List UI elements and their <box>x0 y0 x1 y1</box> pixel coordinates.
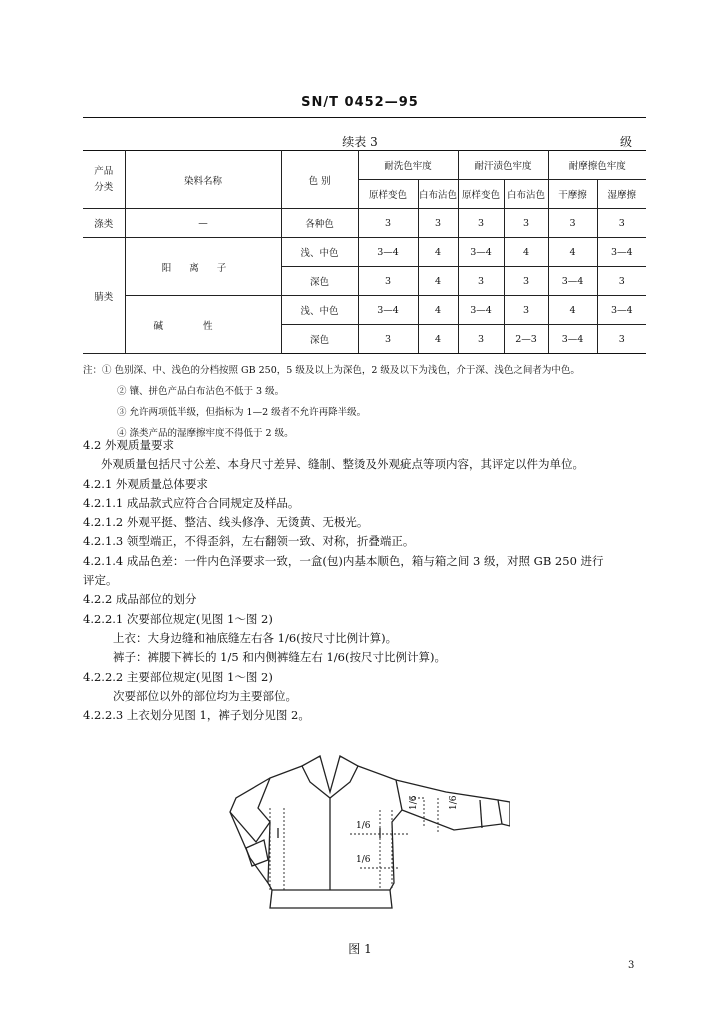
cell-value: 3 <box>358 209 418 238</box>
cell-color: 浅、中色 <box>281 296 358 325</box>
cell-color: 浅、中色 <box>281 238 358 267</box>
header-rule <box>83 117 646 118</box>
cell-value: 3—4 <box>358 296 418 325</box>
header-color: 色 别 <box>281 151 358 209</box>
clause: 4.2.2.3 上衣划分见图 1，裤子划分见图 2。 <box>83 708 310 723</box>
cell-color: 各种色 <box>281 209 358 238</box>
cell-value: 3 <box>358 267 418 296</box>
note-3: ③ 允许两项低半级，但指标为 1—2 级者不允许再降半级。 <box>117 407 367 418</box>
cell-dye: 阳离子 <box>125 238 281 296</box>
clause: 4.2.1.3 领型端正，不得歪斜，左右翻领一致、对称，折叠端正。 <box>83 534 415 549</box>
fraction-label: 1/6 <box>356 855 371 865</box>
cell-value: 3—4 <box>597 238 646 267</box>
right-cuff-line <box>480 800 482 828</box>
cell-value: 2—3 <box>504 325 548 354</box>
cell-category: 腈类 <box>83 238 125 354</box>
header-orig-change-2: 原样变色 <box>458 180 504 209</box>
paragraph: 外观质量包括尺寸公差、本身尺寸差异、缝制、整烫及外观疵点等项内容，其评定以件为单位。 <box>101 457 584 472</box>
body-text <box>83 436 648 725</box>
cell-value: 3 <box>504 267 548 296</box>
paragraph: 上衣：大身边缝和袖底缝左右各 1/6(按尺寸比例计算)。 <box>113 630 398 645</box>
cell-value: 3—4 <box>358 238 418 267</box>
header-rub: 耐摩擦色牢度 <box>548 151 646 180</box>
page-number: 3 <box>628 960 635 971</box>
note-2: ② 镶、拼色产品白布沾色不低于 3 级。 <box>117 386 285 397</box>
cell-value: 3 <box>504 296 548 325</box>
paragraph: 裤子：裤腰下裤长的 1/5 和内侧裤缝左右 1/6(按尺寸比例计算)。 <box>113 650 446 665</box>
standard-number: SN/T 0452—95 <box>301 95 419 110</box>
cell-value: 4 <box>418 238 458 267</box>
note-4: ④ 涤类产品的湿摩擦牢度不得低于 2 级。 <box>117 428 294 439</box>
header-dry-rub: 干摩擦 <box>548 180 597 209</box>
cell-value: 3 <box>418 209 458 238</box>
side-seam-zone-right <box>380 810 392 890</box>
figure-caption: 图 1 <box>348 942 372 956</box>
table-notes <box>83 360 663 444</box>
clause: 4.2.1.2 外观平挺、整洁、线头修净、无烫黄、无极光。 <box>83 515 369 530</box>
cell-category: 涤类 <box>83 209 125 238</box>
cell-value: 3—4 <box>458 238 504 267</box>
cell-value: 3—4 <box>548 325 597 354</box>
cell-value: 3 <box>458 267 504 296</box>
left-cuff <box>246 840 268 866</box>
cell-value: 3 <box>458 209 504 238</box>
color-fastness-table <box>83 150 646 354</box>
cell-value: 4 <box>418 267 458 296</box>
header-white-stain-2: 白布沾色 <box>504 180 548 209</box>
cell-value: 3 <box>548 209 597 238</box>
table-row <box>83 209 646 238</box>
section-heading: 4.2.2 成品部位的划分 <box>83 592 197 607</box>
fraction-label: 1/6 <box>356 821 371 831</box>
header-dye-name: 染料名称 <box>125 151 281 209</box>
cell-value: 3 <box>504 209 548 238</box>
header-category: 产品 分类 <box>83 151 125 209</box>
note-1: 注：① 色别深、中、浅色的分档按照 GB 250，5 级及以上为深色，2 级及以下为浅色，介于深、浅色之间者为中色。 <box>83 365 580 376</box>
clause: 4.2.2.1 次要部位规定(见图 1～图 2) <box>83 611 273 626</box>
cell-value: 3—4 <box>458 296 504 325</box>
cell-dye: — <box>125 209 281 238</box>
header-wet-rub: 湿摩擦 <box>597 180 646 209</box>
cell-value: 4 <box>418 296 458 325</box>
header-wash: 耐洗色牢度 <box>358 151 458 180</box>
fraction-label: 1/6 <box>409 795 419 810</box>
header-sweat: 耐汗渍色牢度 <box>458 151 548 180</box>
table-row <box>83 238 646 267</box>
section-heading: 4.2 外观质量要求 <box>83 438 174 452</box>
hem-band <box>270 890 392 908</box>
jacket-diagram <box>210 748 510 928</box>
cell-value: 3 <box>597 209 646 238</box>
cell-value: 4 <box>548 296 597 325</box>
section-heading: 4.2.1 外观质量总体要求 <box>83 476 208 491</box>
cell-color: 深色 <box>281 325 358 354</box>
cell-value: 4 <box>548 238 597 267</box>
clause: 4.2.1.4 成品色差：一件内色泽要求一致，一盒(包)内基本顺色，箱与箱之间 3 级，对照 GB 250 进行 <box>83 553 604 568</box>
table-grade-label: 级 <box>620 135 633 149</box>
clause: 4.2.2.2 主要部位规定(见图 1～图 2) <box>83 669 273 684</box>
cell-value: 4 <box>418 325 458 354</box>
cell-value: 3 <box>597 325 646 354</box>
cell-value: 3—4 <box>597 296 646 325</box>
table-continued-label: 续表 3 <box>342 135 378 149</box>
header-orig-change: 原样变色 <box>358 180 418 209</box>
clause: 4.2.1.1 成品款式应符合合同规定及样品。 <box>83 495 300 510</box>
cell-color: 深色 <box>281 267 358 296</box>
cell-dye: 碱性 <box>125 296 281 354</box>
cell-value: 3—4 <box>548 267 597 296</box>
cell-value: 3 <box>358 325 418 354</box>
side-seam-zone <box>270 808 284 890</box>
collar-outline <box>302 756 358 798</box>
cell-value: 3 <box>458 325 504 354</box>
clause-continued: 评定。 <box>83 573 118 588</box>
cell-value: 3 <box>597 267 646 296</box>
cell-value: 4 <box>504 238 548 267</box>
header-white-stain: 白布沾色 <box>418 180 458 209</box>
fraction-label: 1/6 <box>449 795 459 810</box>
table-row <box>83 296 646 325</box>
paragraph: 次要部位以外的部位均为主要部位。 <box>113 688 297 703</box>
